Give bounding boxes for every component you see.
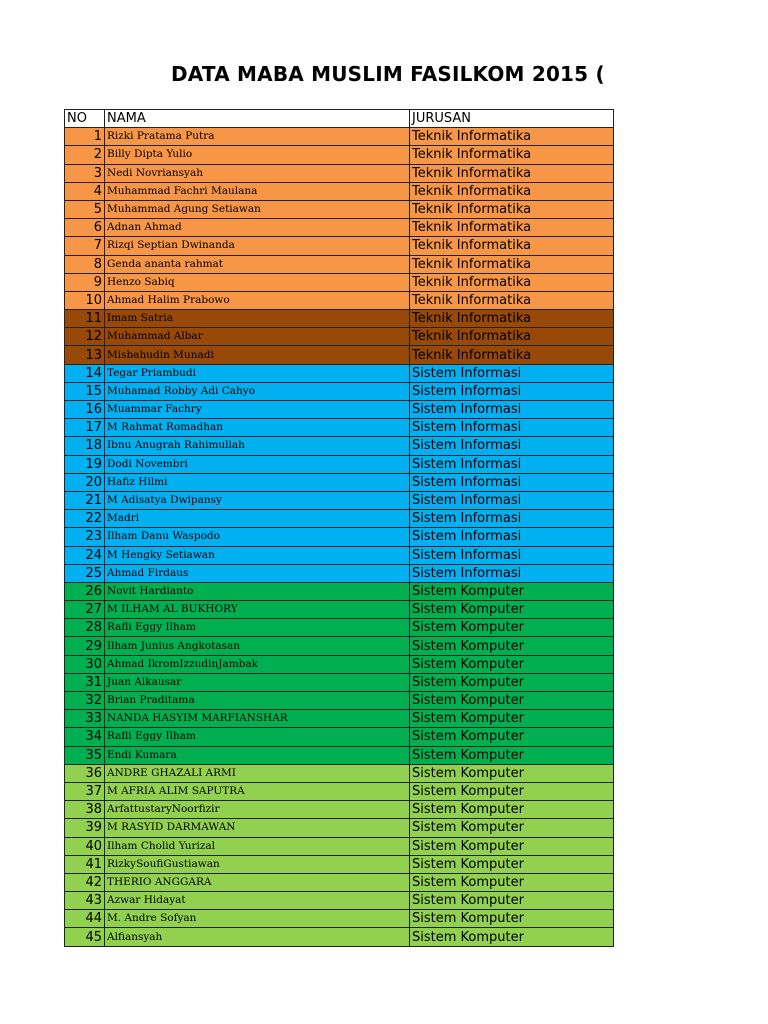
table-row <box>65 164 614 182</box>
cell-jurusan: Sistem Informasi <box>410 564 614 582</box>
table-row <box>65 491 614 509</box>
cell-no: 7 <box>65 237 105 255</box>
table-row <box>65 510 614 528</box>
cell-nama: Misbahudin Munadi <box>105 346 410 364</box>
cell-jurusan: Sistem Informasi <box>410 401 614 419</box>
cell-jurusan: Sistem Komputer <box>410 582 614 600</box>
cell-no: 26 <box>65 582 105 600</box>
cell-nama: Ahmad Firdaus <box>105 564 410 582</box>
cell-no: 39 <box>65 819 105 837</box>
cell-no: 11 <box>65 310 105 328</box>
cell-jurusan: Sistem Komputer <box>410 692 614 710</box>
cell-no: 10 <box>65 291 105 309</box>
cell-nama: Rizki Pratama Putra <box>105 128 410 146</box>
table-row <box>65 328 614 346</box>
cell-no: 8 <box>65 255 105 273</box>
cell-jurusan: Sistem Komputer <box>410 728 614 746</box>
cell-no: 42 <box>65 873 105 891</box>
cell-jurusan: Teknik Informatika <box>410 128 614 146</box>
cell-nama: Madri <box>105 510 410 528</box>
cell-nama: Imam Satria <box>105 310 410 328</box>
cell-no: 34 <box>65 728 105 746</box>
cell-nama: Ahmad Halim Prabowo <box>105 291 410 309</box>
cell-no: 3 <box>65 164 105 182</box>
table-row <box>65 928 614 946</box>
cell-nama: Rizqi Septian Dwinanda <box>105 237 410 255</box>
table-row <box>65 892 614 910</box>
cell-nama: Ilham Danu Waspodo <box>105 528 410 546</box>
cell-jurusan: Sistem Informasi <box>410 382 614 400</box>
table-row <box>65 528 614 546</box>
table-row <box>65 346 614 364</box>
cell-no: 41 <box>65 855 105 873</box>
cell-jurusan: Sistem Komputer <box>410 746 614 764</box>
page-title: DATA MABA MUSLIM FASILKOM 2015 ( <box>171 62 605 86</box>
cell-no: 21 <box>65 491 105 509</box>
cell-no: 25 <box>65 564 105 582</box>
table-row <box>65 710 614 728</box>
table-row <box>65 873 614 891</box>
cell-nama: Ahmad IkromIzzudinJambak <box>105 655 410 673</box>
cell-nama: Muhammad Fachri Maulana <box>105 182 410 200</box>
cell-jurusan: Sistem Komputer <box>410 782 614 800</box>
cell-no: 14 <box>65 364 105 382</box>
cell-no: 9 <box>65 273 105 291</box>
cell-nama: Novit Hardianto <box>105 582 410 600</box>
cell-jurusan: Sistem Informasi <box>410 528 614 546</box>
cell-jurusan: Sistem Informasi <box>410 491 614 509</box>
cell-no: 2 <box>65 146 105 164</box>
table-row <box>65 455 614 473</box>
table-row <box>65 673 614 691</box>
cell-no: 37 <box>65 782 105 800</box>
cell-no: 31 <box>65 673 105 691</box>
cell-no: 4 <box>65 182 105 200</box>
cell-nama: Hafiz Hilmi <box>105 473 410 491</box>
cell-nama: RizkySoufiGustiawan <box>105 855 410 873</box>
table-row <box>65 692 614 710</box>
cell-no: 5 <box>65 200 105 218</box>
cell-jurusan: Teknik Informatika <box>410 346 614 364</box>
cell-jurusan: Sistem Komputer <box>410 710 614 728</box>
cell-no: 32 <box>65 692 105 710</box>
cell-no: 22 <box>65 510 105 528</box>
cell-jurusan: Teknik Informatika <box>410 146 614 164</box>
table-row <box>65 601 614 619</box>
cell-nama: ANDRE GHAZALI ARMI <box>105 764 410 782</box>
cell-no: 43 <box>65 892 105 910</box>
cell-nama: Muammar Fachry <box>105 401 410 419</box>
cell-nama: NANDA HASYIM MARFIANSHAR <box>105 710 410 728</box>
cell-jurusan: Sistem Informasi <box>410 510 614 528</box>
table-row <box>65 219 614 237</box>
cell-jurusan: Sistem Komputer <box>410 673 614 691</box>
table-row <box>65 437 614 455</box>
table-row <box>65 128 614 146</box>
cell-jurusan: Teknik Informatika <box>410 237 614 255</box>
table-row <box>65 564 614 582</box>
cell-jurusan: Teknik Informatika <box>410 219 614 237</box>
cell-jurusan: Teknik Informatika <box>410 182 614 200</box>
cell-nama: Brian Praditama <box>105 692 410 710</box>
cell-jurusan: Sistem Komputer <box>410 601 614 619</box>
cell-jurusan: Sistem Komputer <box>410 873 614 891</box>
cell-jurusan: Sistem Komputer <box>410 855 614 873</box>
table-row <box>65 728 614 746</box>
cell-no: 6 <box>65 219 105 237</box>
cell-nama: Ilham Junius Angkotasan <box>105 637 410 655</box>
cell-nama: Nedi Novriansyah <box>105 164 410 182</box>
table-row <box>65 291 614 309</box>
table-row <box>65 364 614 382</box>
table-row <box>65 473 614 491</box>
table-row <box>65 855 614 873</box>
cell-jurusan: Sistem Informasi <box>410 473 614 491</box>
table-row <box>65 655 614 673</box>
cell-nama: Genda ananta rahmat <box>105 255 410 273</box>
table-row <box>65 146 614 164</box>
table-row <box>65 401 614 419</box>
cell-jurusan: Teknik Informatika <box>410 273 614 291</box>
cell-nama: ArfattustaryNoorfizir <box>105 801 410 819</box>
cell-no: 13 <box>65 346 105 364</box>
table-row <box>65 255 614 273</box>
table-row <box>65 419 614 437</box>
cell-nama: Dodi Novembri <box>105 455 410 473</box>
cell-jurusan: Sistem Komputer <box>410 837 614 855</box>
table-row <box>65 582 614 600</box>
cell-nama: Endi Kumara <box>105 746 410 764</box>
cell-jurusan: Teknik Informatika <box>410 255 614 273</box>
cell-jurusan: Sistem Komputer <box>410 655 614 673</box>
cell-nama: THERIO ANGGARA <box>105 873 410 891</box>
cell-no: 1 <box>65 128 105 146</box>
cell-jurusan: Sistem Informasi <box>410 546 614 564</box>
cell-no: 27 <box>65 601 105 619</box>
cell-no: 19 <box>65 455 105 473</box>
cell-no: 20 <box>65 473 105 491</box>
cell-no: 28 <box>65 619 105 637</box>
cell-nama: Rafli Eggy Ilham <box>105 728 410 746</box>
cell-jurusan: Teknik Informatika <box>410 328 614 346</box>
cell-no: 36 <box>65 764 105 782</box>
header-no: NO <box>65 110 105 128</box>
cell-jurusan: Sistem Komputer <box>410 819 614 837</box>
table-body <box>65 128 614 946</box>
cell-nama: Rafli Eggy Ilham <box>105 619 410 637</box>
table-row <box>65 182 614 200</box>
student-table <box>64 109 614 947</box>
cell-nama: Muhammad Agung Setiawan <box>105 200 410 218</box>
cell-jurusan: Teknik Informatika <box>410 291 614 309</box>
table-row <box>65 782 614 800</box>
table-row <box>65 237 614 255</box>
cell-jurusan: Teknik Informatika <box>410 310 614 328</box>
table-row <box>65 764 614 782</box>
cell-no: 33 <box>65 710 105 728</box>
table-row <box>65 801 614 819</box>
cell-nama: M Hengky Setiawan <box>105 546 410 564</box>
cell-nama: Adnan Ahmad <box>105 219 410 237</box>
cell-nama: Muhammad Albar <box>105 328 410 346</box>
cell-nama: Muhamad Robby Adi Cahyo <box>105 382 410 400</box>
table-row <box>65 910 614 928</box>
cell-nama: Henzo Sabiq <box>105 273 410 291</box>
cell-jurusan: Sistem Komputer <box>410 910 614 928</box>
cell-no: 18 <box>65 437 105 455</box>
table-row <box>65 819 614 837</box>
cell-jurusan: Sistem Informasi <box>410 437 614 455</box>
cell-jurusan: Teknik Informatika <box>410 164 614 182</box>
cell-jurusan: Sistem Komputer <box>410 637 614 655</box>
cell-jurusan: Sistem Komputer <box>410 801 614 819</box>
cell-nama: M AFRIA ALIM SAPUTRA <box>105 782 410 800</box>
cell-nama: Ilham Cholid Yurizal <box>105 837 410 855</box>
cell-nama: Azwar Hidayat <box>105 892 410 910</box>
cell-no: 17 <box>65 419 105 437</box>
cell-jurusan: Sistem Komputer <box>410 619 614 637</box>
cell-nama: M Rahmat Romadhan <box>105 419 410 437</box>
table-row <box>65 382 614 400</box>
cell-nama: M ILHAM AL BUKHORY <box>105 601 410 619</box>
header-row <box>65 110 614 128</box>
cell-nama: Ibnu Anugrah Rahimullah <box>105 437 410 455</box>
cell-no: 16 <box>65 401 105 419</box>
cell-nama: Billy Dipta Yulio <box>105 146 410 164</box>
table-row <box>65 637 614 655</box>
cell-jurusan: Sistem Komputer <box>410 928 614 946</box>
cell-nama: M. Andre Sofyan <box>105 910 410 928</box>
table-row <box>65 619 614 637</box>
cell-jurusan: Sistem Informasi <box>410 419 614 437</box>
table-row <box>65 837 614 855</box>
cell-no: 44 <box>65 910 105 928</box>
cell-nama: Juan Alkausar <box>105 673 410 691</box>
cell-no: 45 <box>65 928 105 946</box>
cell-no: 15 <box>65 382 105 400</box>
table-row <box>65 746 614 764</box>
cell-nama: Tegar Priambudi <box>105 364 410 382</box>
cell-nama: M Adisatya Dwipansy <box>105 491 410 509</box>
cell-no: 24 <box>65 546 105 564</box>
cell-no: 29 <box>65 637 105 655</box>
cell-jurusan: Sistem Informasi <box>410 455 614 473</box>
table-row <box>65 273 614 291</box>
cell-no: 38 <box>65 801 105 819</box>
table-row <box>65 546 614 564</box>
table-row <box>65 200 614 218</box>
cell-no: 30 <box>65 655 105 673</box>
cell-jurusan: Sistem Komputer <box>410 764 614 782</box>
cell-nama: Alfiansyah <box>105 928 410 946</box>
cell-no: 23 <box>65 528 105 546</box>
header-nama: NAMA <box>105 110 410 128</box>
cell-jurusan: Teknik Informatika <box>410 200 614 218</box>
table-row <box>65 310 614 328</box>
cell-nama: M RASYID DARMAWAN <box>105 819 410 837</box>
cell-no: 35 <box>65 746 105 764</box>
cell-no: 12 <box>65 328 105 346</box>
header-jurusan: JURUSAN <box>410 110 614 128</box>
cell-jurusan: Sistem Informasi <box>410 364 614 382</box>
cell-no: 40 <box>65 837 105 855</box>
cell-jurusan: Sistem Komputer <box>410 892 614 910</box>
